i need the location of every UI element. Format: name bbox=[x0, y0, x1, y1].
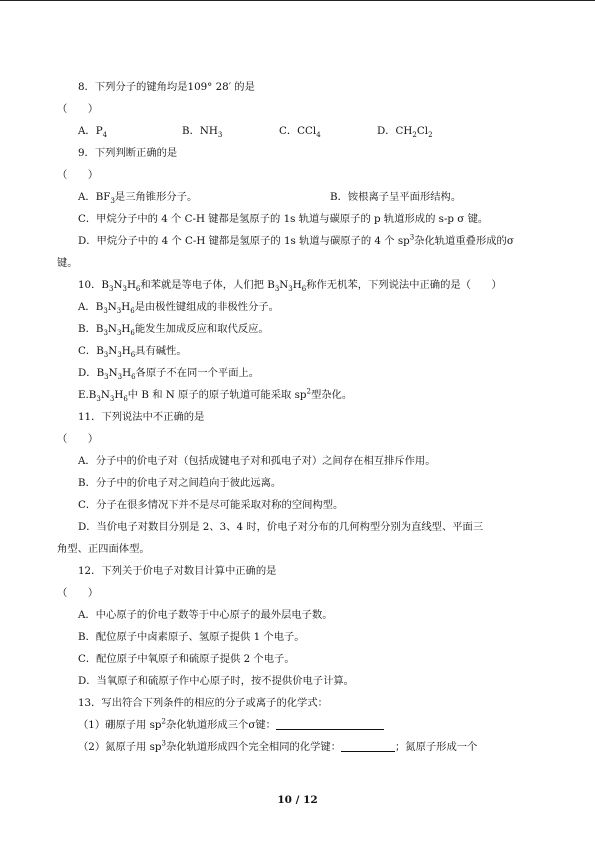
q12-option-c: C．配位原子中氧原子和硫原子提供 2 个电子。 bbox=[78, 653, 295, 665]
answer-blank-1[interactable] bbox=[276, 718, 384, 730]
q12-stem: 12．下列关于价电子对数目计算中正确的是 bbox=[78, 565, 277, 577]
q10-option-b: B．$B_3N_3H_6$能发生加成反应和取代反应。 bbox=[78, 323, 269, 338]
q11-paren: （ ） bbox=[57, 433, 99, 445]
q8-option-d: D．$CH_2Cl_2$ bbox=[377, 125, 433, 140]
q10-option-e: $E.B_3N_3H_6$中 B 和 N 原子的原子轨道可能采取 $sp^2$型杂化。 bbox=[78, 387, 353, 404]
q11-option-c: C．分子在很多情况下并不是尽可能采取对称的空间构型。 bbox=[78, 499, 344, 511]
q12-option-b: B．配位原子中卤素原子、氢原子提供 1 个电子。 bbox=[78, 631, 305, 643]
q10-option-c: C．$B_3N_3H_6$具有碱性。 bbox=[78, 345, 187, 360]
q9-option-b: B．铵根离子呈平面形结构。 bbox=[330, 191, 462, 203]
q10-option-d: D．$B_3N_3H_6$各原子不在同一个平面上。 bbox=[78, 367, 260, 382]
q8-option-b: B．$NH_3$ bbox=[182, 125, 223, 140]
q11-option-a: A．分子中的价电子对（包括成键电子对和孤电子对）之间存在相互排斥作用。 bbox=[78, 455, 436, 467]
q9-option-d-continued: 键。 bbox=[57, 257, 78, 269]
q8-stem: 8．下列分子的键角均是109° 28′ 的是 bbox=[78, 81, 255, 93]
q13-item-1: （1）硼原子用 $sp^2$杂化轨道形成三个σ键： bbox=[78, 718, 384, 732]
q11-option-d: D．当价电子对数目分别是 2、3、4 时，价电子对分布的几何构型分别为直线型、平面三 bbox=[78, 521, 484, 533]
q8-option-a: A．$P_4$ bbox=[78, 125, 108, 140]
q12-option-a: A．中心原子的价电子数等于中心原子的最外层电子数。 bbox=[78, 609, 333, 621]
q12-option-d: D．当氧原子和硫原子作中心原子时，按不提供价电子计算。 bbox=[78, 675, 354, 687]
q9-option-a: A．$BF_3$是三角锥形分子。 bbox=[78, 191, 198, 206]
q12-paren: （ ） bbox=[57, 587, 99, 599]
q11-option-b: B．分子中的价电子对之间趋向于彼此远离。 bbox=[78, 477, 282, 489]
q9-stem: 9．下列判断正确的是 bbox=[78, 147, 178, 159]
answer-blank-2[interactable] bbox=[341, 740, 395, 752]
q9-option-d: D．甲烷分子中的 4 个 C-H 键都是氢原子的 1s 轨道与碳原子的 4 个 $sp^3$杂化轨道重叠形成的σ bbox=[78, 233, 514, 247]
q11-stem: 11．下列说法中不正确的是 bbox=[78, 411, 205, 423]
q9-option-c: C．甲烷分子中的 4 个 C-H 键都是氢原子的 1s 轨道与碳原子的 p 轨道形成的 s-p σ 键。 bbox=[78, 213, 489, 225]
q13-item-2: （2）氮原子用 $sp^3$杂化轨道形成四个完全相同的化学键： ；氮原子形成一个 bbox=[78, 739, 478, 753]
q8-option-c: C．CCl$_4$ bbox=[279, 125, 321, 140]
q13-stem: 13．写出符合下列条件的相应的分子或离子的化学式： bbox=[78, 697, 328, 709]
q10-stem: 10．$B_3N_3H_6$和苯就是等电子体，人们把 $B_3N_3H_6$称作无机苯，下列说法中正确的是（ ） bbox=[78, 279, 502, 294]
page-number: 10 / 12 bbox=[277, 794, 318, 806]
q8-paren: （ ） bbox=[57, 103, 99, 115]
q9-paren: （ ） bbox=[57, 169, 99, 181]
q10-option-a: A．$B_3N_3H_6$是由极性键组成的非极性分子。 bbox=[78, 301, 279, 316]
q11-option-d-continued: 角型、正四面体型。 bbox=[57, 543, 150, 555]
